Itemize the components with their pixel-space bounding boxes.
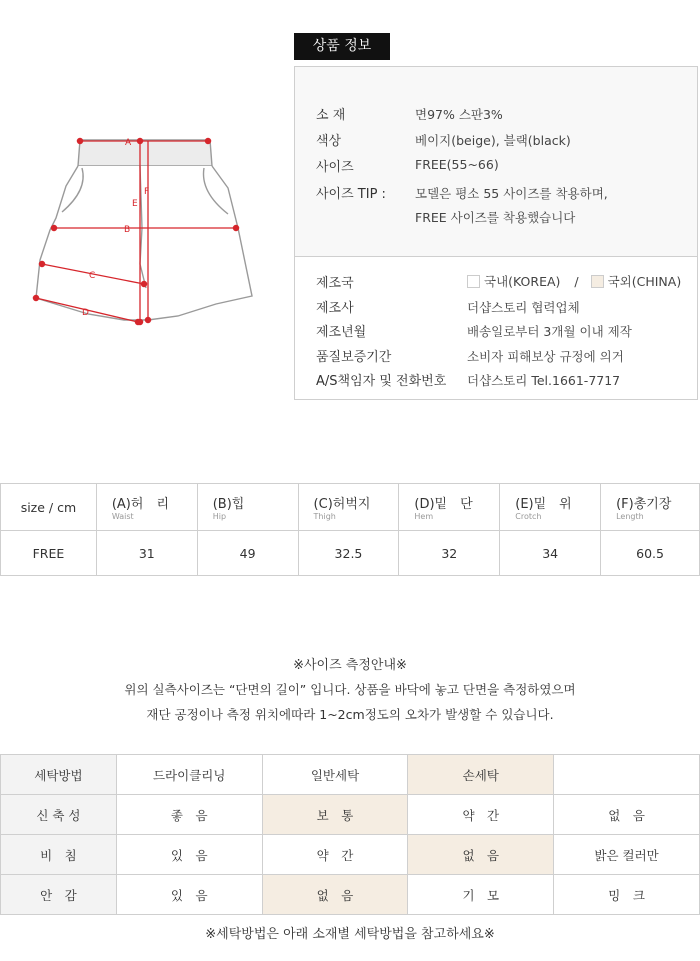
label-b: B: [124, 225, 131, 235]
info-value-material: 면97% 스판3%: [415, 107, 503, 122]
wash-option-cell: 기 모: [408, 875, 554, 915]
size-cell: 49: [197, 531, 298, 576]
size-notes-line2: 재단 공정이나 측정 위치에따라 1~2cm정도의 오차가 발생할 수 있습니다.: [146, 707, 554, 722]
label-a: A: [125, 138, 132, 148]
info-label-as-contact: A/S책임자 및 전화번호: [316, 374, 447, 389]
wash-option-cell: [554, 755, 700, 795]
wash-option-cell: 약 간: [262, 835, 408, 875]
size-table-header: [1, 484, 700, 531]
shorts-measurement-diagram: [28, 128, 260, 328]
size-table-row: [1, 531, 700, 576]
wash-option-cell: 밍 크: [554, 875, 700, 915]
wash-table-row: [1, 875, 700, 915]
info-label-origin: 제조국: [316, 276, 354, 291]
info-value-as-contact: 더샵스토리 Tel.1661-7717: [467, 373, 621, 388]
info-value-color: 베이지(beige), 블랙(black): [415, 133, 571, 148]
info-label-warranty: 품질보증기간: [316, 350, 392, 365]
origin-korea-checkbox[interactable]: [467, 275, 480, 288]
footer-note: ※세탁방법은 아래 소재별 세탁방법을 참고하세요※: [205, 927, 495, 942]
size-col-crotch: (E)밑 위 Crotch: [500, 484, 601, 531]
wash-row-label: 세탁방법: [1, 755, 117, 795]
wash-table-row: [1, 795, 700, 835]
size-cell: 60.5: [601, 531, 700, 576]
size-notes-line1: 위의 실측사이즈는 “단면의 길이” 입니다. 상품을 바닥에 놓고 단면을 측정하였으며: [124, 682, 576, 697]
info-label-maker: 제조사: [316, 301, 354, 316]
label-c: C: [89, 271, 96, 281]
info-value-maker: 더샵스토리 협력업체: [467, 300, 580, 315]
wash-row-label: 안 감: [1, 875, 117, 915]
label-e: E: [132, 199, 138, 209]
wash-table-row: [1, 755, 700, 795]
product-info-box: [294, 66, 698, 400]
wash-option-cell: 좋 음: [116, 795, 262, 835]
wash-option-cell: 있 음: [116, 835, 262, 875]
size-row-label: FREE: [1, 531, 97, 576]
size-cell: 32: [399, 531, 500, 576]
info-label-size: 사이즈: [316, 160, 354, 175]
origin-china-checkbox[interactable]: [591, 275, 604, 288]
label-d: D: [82, 308, 89, 318]
shorts-outline: [36, 140, 252, 320]
origin-separator: /: [574, 274, 579, 289]
wash-table-row: [1, 835, 700, 875]
info-label-manufacture-date: 제조년월: [316, 325, 367, 340]
info-value-warranty: 소비자 피해보상 규정에 의거: [467, 349, 624, 364]
origin-options: [467, 272, 681, 290]
size-col-waist: (A)허 리 Waist: [96, 484, 197, 531]
wash-table: [0, 754, 700, 915]
wash-option-cell: 없 음: [408, 835, 554, 875]
origin-korea-label: 국내(KOREA): [484, 274, 561, 289]
info-label-size-tip: 사이즈 TIP :: [316, 187, 386, 202]
wash-option-cell: 밝은 컬러만: [554, 835, 700, 875]
wash-option-cell: 드라이클리닝: [116, 755, 262, 795]
size-table: [0, 483, 700, 576]
wash-option-cell: 있 음: [116, 875, 262, 915]
size-cell: 31: [96, 531, 197, 576]
size-col-hip: (B)힙 Hip: [197, 484, 298, 531]
wash-option-cell: 약 간: [408, 795, 554, 835]
origin-china-label: 국외(CHINA): [607, 274, 682, 289]
wash-option-cell: 일반세탁: [262, 755, 408, 795]
info-label-color: 색상: [316, 134, 342, 149]
info-value-size-tip: 모델은 평소 55 사이즈를 착용하며,: [415, 186, 608, 201]
size-cell: 32.5: [298, 531, 399, 576]
label-f: F: [144, 187, 150, 197]
size-cell: 34: [500, 531, 601, 576]
size-col-length: (F)총기장 Length: [601, 484, 700, 531]
wash-option-cell: 손세탁: [408, 755, 554, 795]
wash-row-label: 비 침: [1, 835, 117, 875]
size-table-corner: size / cm: [1, 484, 97, 531]
wash-option-cell: 없 음: [554, 795, 700, 835]
wash-row-label: 신 축 성: [1, 795, 117, 835]
size-col-thigh: (C)허벅지 Thigh: [298, 484, 399, 531]
section-title-tag: 상품 정보: [294, 33, 390, 60]
info-value-size: FREE(55~66): [415, 157, 499, 172]
info-value-size-tip-2: FREE 사이즈를 착용했습니다: [415, 210, 576, 225]
wash-option-cell: 없 음: [262, 875, 408, 915]
info-value-manufacture-date: 배송일로부터 3개월 이내 제작: [467, 324, 632, 339]
wash-option-cell: 보 통: [262, 795, 408, 835]
size-notes-title: ※사이즈 측정안내※: [293, 658, 407, 673]
info-label-material: 소 재: [316, 108, 346, 123]
size-col-hem: (D)밑 단 Hem: [399, 484, 500, 531]
